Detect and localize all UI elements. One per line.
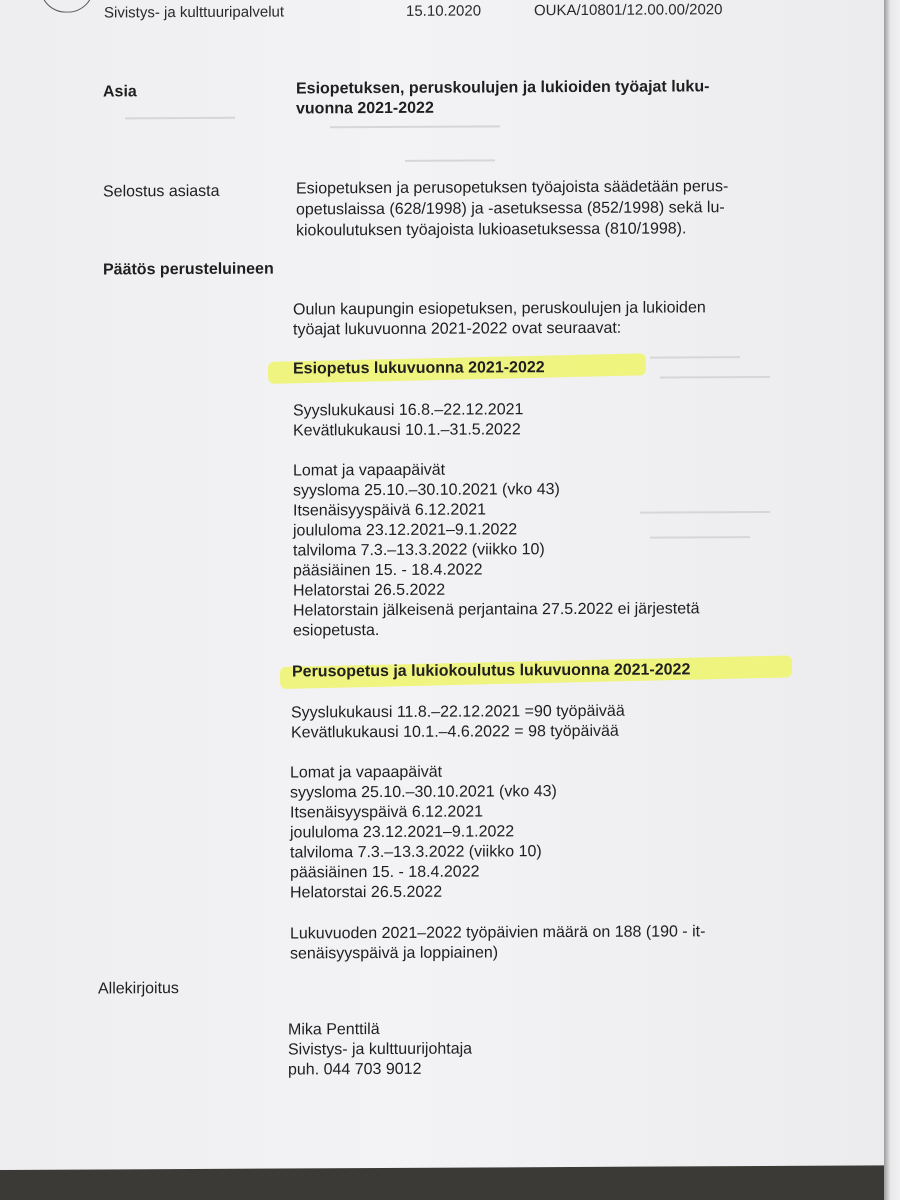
preschool-heading: Esiopetus lukuvuonna 2021-2022: [293, 359, 545, 378]
preschool-holiday-item: Itsenäisyyspäivä 6.12.2021: [293, 501, 487, 520]
signer-name: Mika Penttilä: [288, 1021, 380, 1039]
show-through-line: [330, 125, 500, 128]
preschool-holiday-item: Helatorstai 26.5.2022: [293, 581, 446, 600]
signer-phone: puh. 044 703 9012: [288, 1060, 422, 1079]
basic-holiday-item: pääsiäinen 15. - 18.4.2022: [290, 863, 480, 882]
city-logo-icon: [40, 0, 94, 13]
description-label: Selostus asiasta: [103, 182, 220, 201]
description-line2: opetuslaissa (628/1998) ja -asetuksessa (852/1998) sekä lu-: [296, 199, 725, 219]
preschool-holiday-item: joululoma 23.12.2021–9.1.2022: [293, 521, 518, 540]
show-through-line: [640, 511, 770, 514]
description-line3: kiokoulutuksen työajoista lukioasetuksessa (810/1998).: [296, 220, 687, 240]
header-reference: OUKA/10801/12.00.00/2020: [534, 1, 723, 20]
basic-holiday-item: Itsenäisyyspäivä 6.12.2021: [290, 803, 484, 822]
paper-edge: [884, 0, 900, 1200]
preschool-holiday-item: talviloma 7.3.–13.3.2022 (viikko 10): [293, 541, 545, 560]
decision-intro-line1: Oulun kaupungin esiopetuksen, peruskoulujen ja lukioiden: [293, 299, 706, 319]
basic-holiday-item: Helatorstai 26.5.2022: [290, 883, 443, 902]
subject-title-line2: vuonna 2021-2022: [296, 99, 434, 118]
basic-holiday-item: syysloma 25.10.–30.10.2021 (vko 43): [290, 783, 557, 802]
preschool-holiday-item: Helatorstain jälkeisenä perjantaina 27.5.2022 ei järjestetä: [293, 600, 700, 620]
signer-title: Sivistys- ja kulttuurijohtaja: [288, 1040, 473, 1059]
preschool-autumn-term: Syyslukukausi 16.8.–22.12.2021: [293, 401, 524, 420]
basic-workdays-line1: Lukuvuoden 2021–2022 työpäivien määrä on 188 (190 - it-: [290, 923, 706, 943]
signature-label: Allekirjoitus: [98, 980, 179, 998]
show-through-line: [405, 159, 495, 161]
preschool-spring-term: Kevätlukukausi 10.1.–31.5.2022: [293, 421, 521, 440]
basic-heading: Perusopetus ja lukiokoulutus lukuvuonna 2021-2022: [292, 661, 691, 681]
basic-workdays-line2: senäisyyspäivä ja loppiainen): [290, 944, 499, 963]
show-through-line: [650, 536, 750, 539]
preschool-holiday-item: syysloma 25.10.–30.10.2021 (vko 43): [293, 481, 560, 500]
show-through-line: [125, 117, 235, 120]
subject-label: Asia: [103, 83, 137, 101]
header-department: Sivistys- ja kulttuuripalvelut: [104, 3, 285, 22]
description-line1: Esiopetuksen ja perusopetuksen työajoista säädetään perus-: [296, 178, 729, 198]
show-through-line: [660, 376, 770, 379]
decision-intro-line2: työajat lukuvuonna 2021-2022 ovat seuraavat:: [293, 319, 622, 339]
decision-heading: Päätös perusteluineen: [103, 260, 274, 279]
subject-title-line1: Esiopetuksen, peruskoulujen ja lukioiden työajat luku-: [296, 78, 710, 98]
basic-holiday-item: joululoma 23.12.2021–9.1.2022: [290, 823, 515, 842]
preschool-holiday-item: pääsiäinen 15. - 18.4.2022: [293, 561, 483, 580]
show-through-line: [650, 356, 740, 358]
basic-holiday-item: talviloma 7.3.–13.3.2022 (viikko 10): [290, 843, 542, 862]
basic-spring-term: Kevätlukukausi 10.1.–4.6.2022 = 98 työpäivää: [291, 722, 619, 742]
basic-holidays-title: Lomat ja vapaapäivät: [290, 763, 443, 782]
preschool-holiday-item: esiopetusta.: [293, 622, 380, 640]
header-date: 15.10.2020: [406, 2, 482, 20]
basic-autumn-term: Syyslukukausi 11.8.–22.12.2021 =90 työpäivää: [291, 702, 625, 722]
preschool-holidays-title: Lomat ja vapaapäivät: [293, 461, 446, 480]
